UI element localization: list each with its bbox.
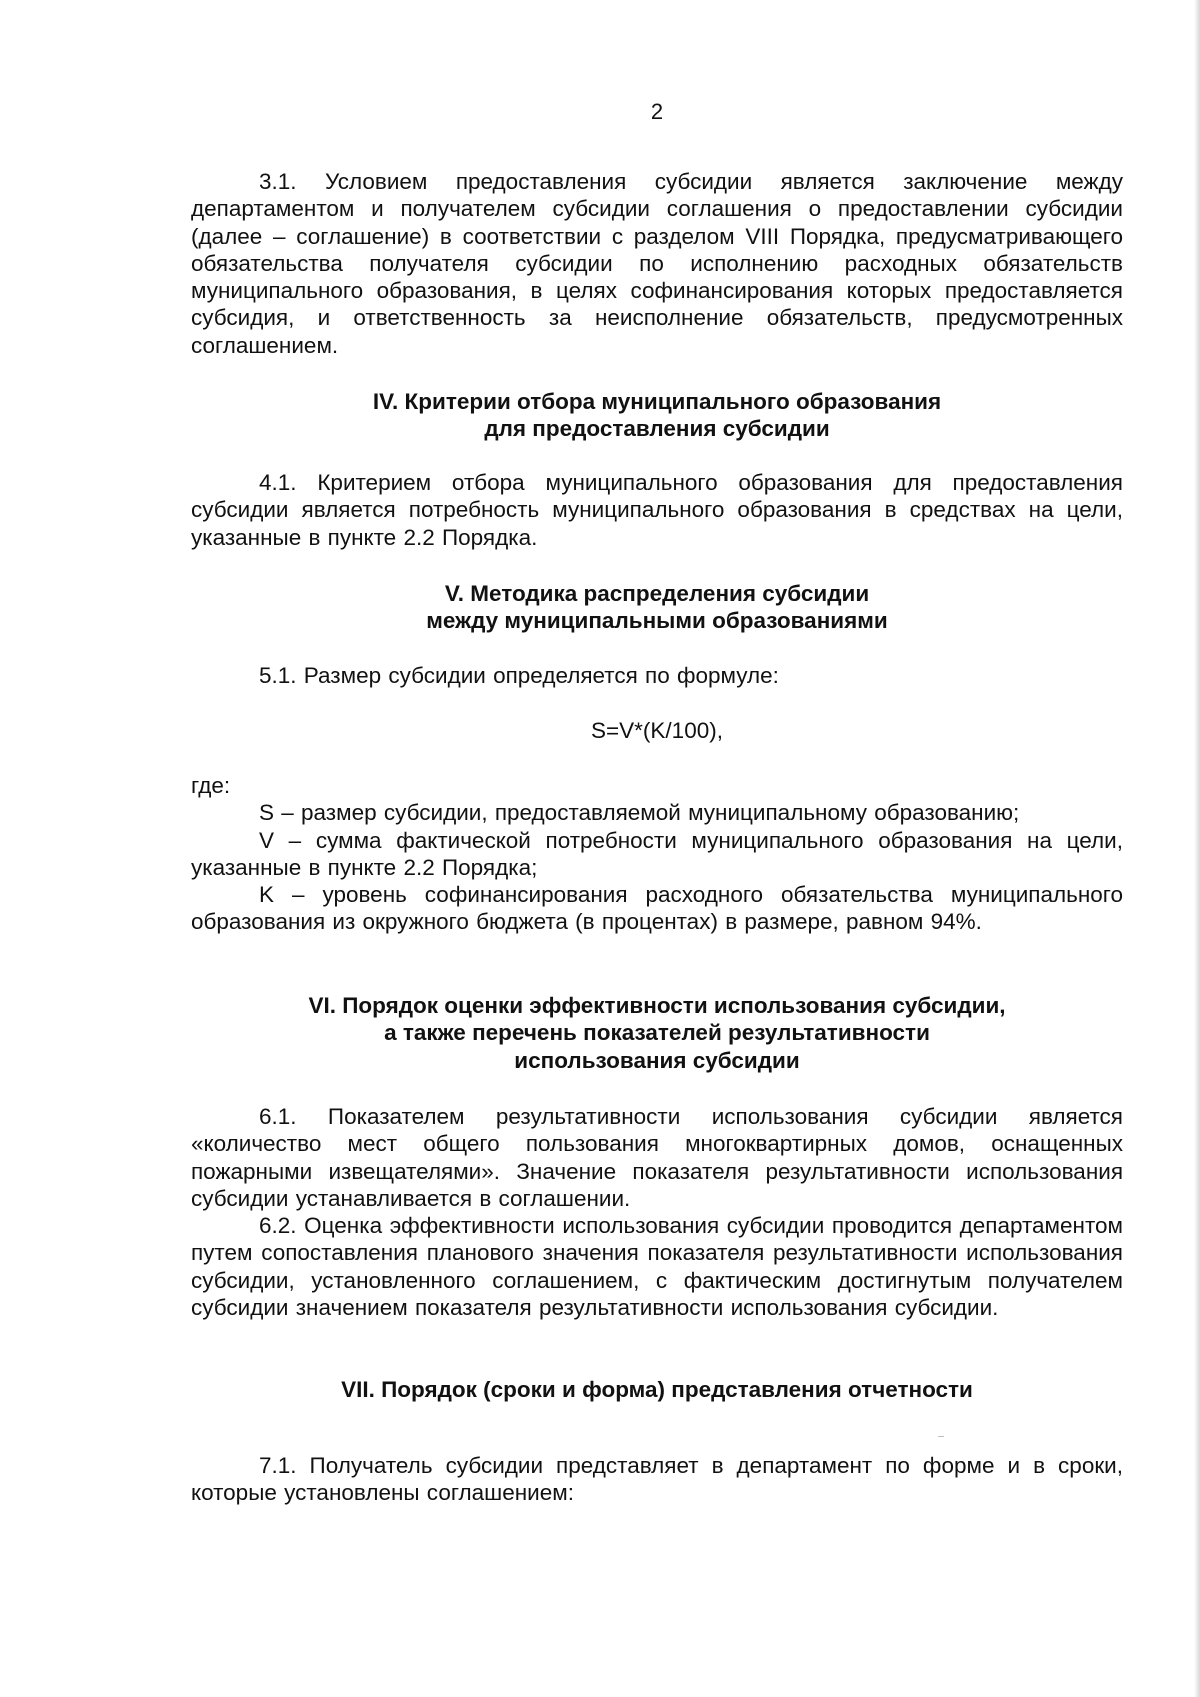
paragraph-7-1: 7.1. Получатель субсидии представляет в департамент по форме и в сроки, которые установлены соглашением: (191, 1453, 1123, 1506)
paragraph-6-2: 6.2. Оценка эффективности использования субсидии проводится департаментом путем сопоставления планового значения показателя результативности использования субсидии, установленного соглашением, с фактическим достигнутым получателем субсидии значением показателя результативности использования субсидии. (191, 1213, 1123, 1321)
section-5 (191, 662, 1123, 689)
paragraph-3-1: 3.1. Условием предоставления субсидии является заключение между департаментом и получателем субсидии соглашения о предоставлении субсидии (далее – соглашение) в соответствии с разделом VIII Порядка, предусматривающего обязательства получателя субсидии по исполнению расходных обязательств муниципального образования, в целях софинансирования которых предоставляется субсидия, и ответственность за неисполнение обязательств, предусмотренных соглашением. (191, 169, 1123, 358)
section-4-heading-line-2: для предоставления субсидии (484, 416, 830, 442)
section-6 (191, 1103, 1123, 1321)
scan-artifact (938, 1436, 944, 1437)
paragraph-6-1: 6.1. Показателем результативности использования субсидии является «количество мест общего пользования многоквартирных домов, оснащенных пожарными извещателями». Значение показателя результативности использования субсидии устанавливается в соглашении. (191, 1104, 1123, 1211)
section-6-heading-line-2: а также перечень показателей результативности (384, 1020, 930, 1046)
section-3 (191, 168, 1123, 359)
definition-v: V – сумма фактической потребности муниципального образования на цели, указанные в пункте 2.2 Порядка; (191, 827, 1123, 880)
page-number: 2 (650, 99, 664, 124)
section-5-heading (191, 580, 1123, 635)
formula-definitions (191, 772, 1123, 936)
section-4-heading (191, 388, 1123, 443)
page-edge-shadow (1194, 0, 1200, 1697)
section-6-heading (191, 992, 1123, 1074)
section-7 (191, 1452, 1123, 1507)
section-4 (191, 469, 1123, 551)
section-5-heading-line-2: между муниципальными образованиями (426, 608, 888, 634)
definition-s: S – размер субсидии, предоставляемой муниципальному образованию; (259, 800, 1020, 826)
section-5-heading-line-1: V. Методика распределения субсидии (444, 581, 870, 606)
section-7-heading (191, 1376, 1123, 1403)
definition-k: K – уровень софинансирования расходного обязательства муниципального образования из окружного бюджета (в процентах) в размере, равном 94%. (191, 882, 1123, 935)
paragraph-5-1: 5.1. Размер субсидии определяется по формуле: (259, 663, 779, 688)
where-label: где: (191, 773, 231, 798)
section-6-heading-line-3: использования субсидии (514, 1047, 800, 1073)
section-4-heading-line-1: IV. Критерии отбора муниципального образования (372, 389, 942, 414)
paragraph-4-1: 4.1. Критерием отбора муниципального образования для предоставления субсидии является потребность муниципального образования в средствах на цели, указанные в пункте 2.2 Порядка. (191, 470, 1123, 550)
section-6-heading-line-1: VI. Порядок оценки эффективности использования субсидии, (308, 993, 1006, 1018)
formula-block (191, 717, 1123, 744)
section-7-heading: VII. Порядок (сроки и форма) представления отчетности (341, 1377, 973, 1402)
formula: S=V*(K/100), (591, 718, 723, 743)
